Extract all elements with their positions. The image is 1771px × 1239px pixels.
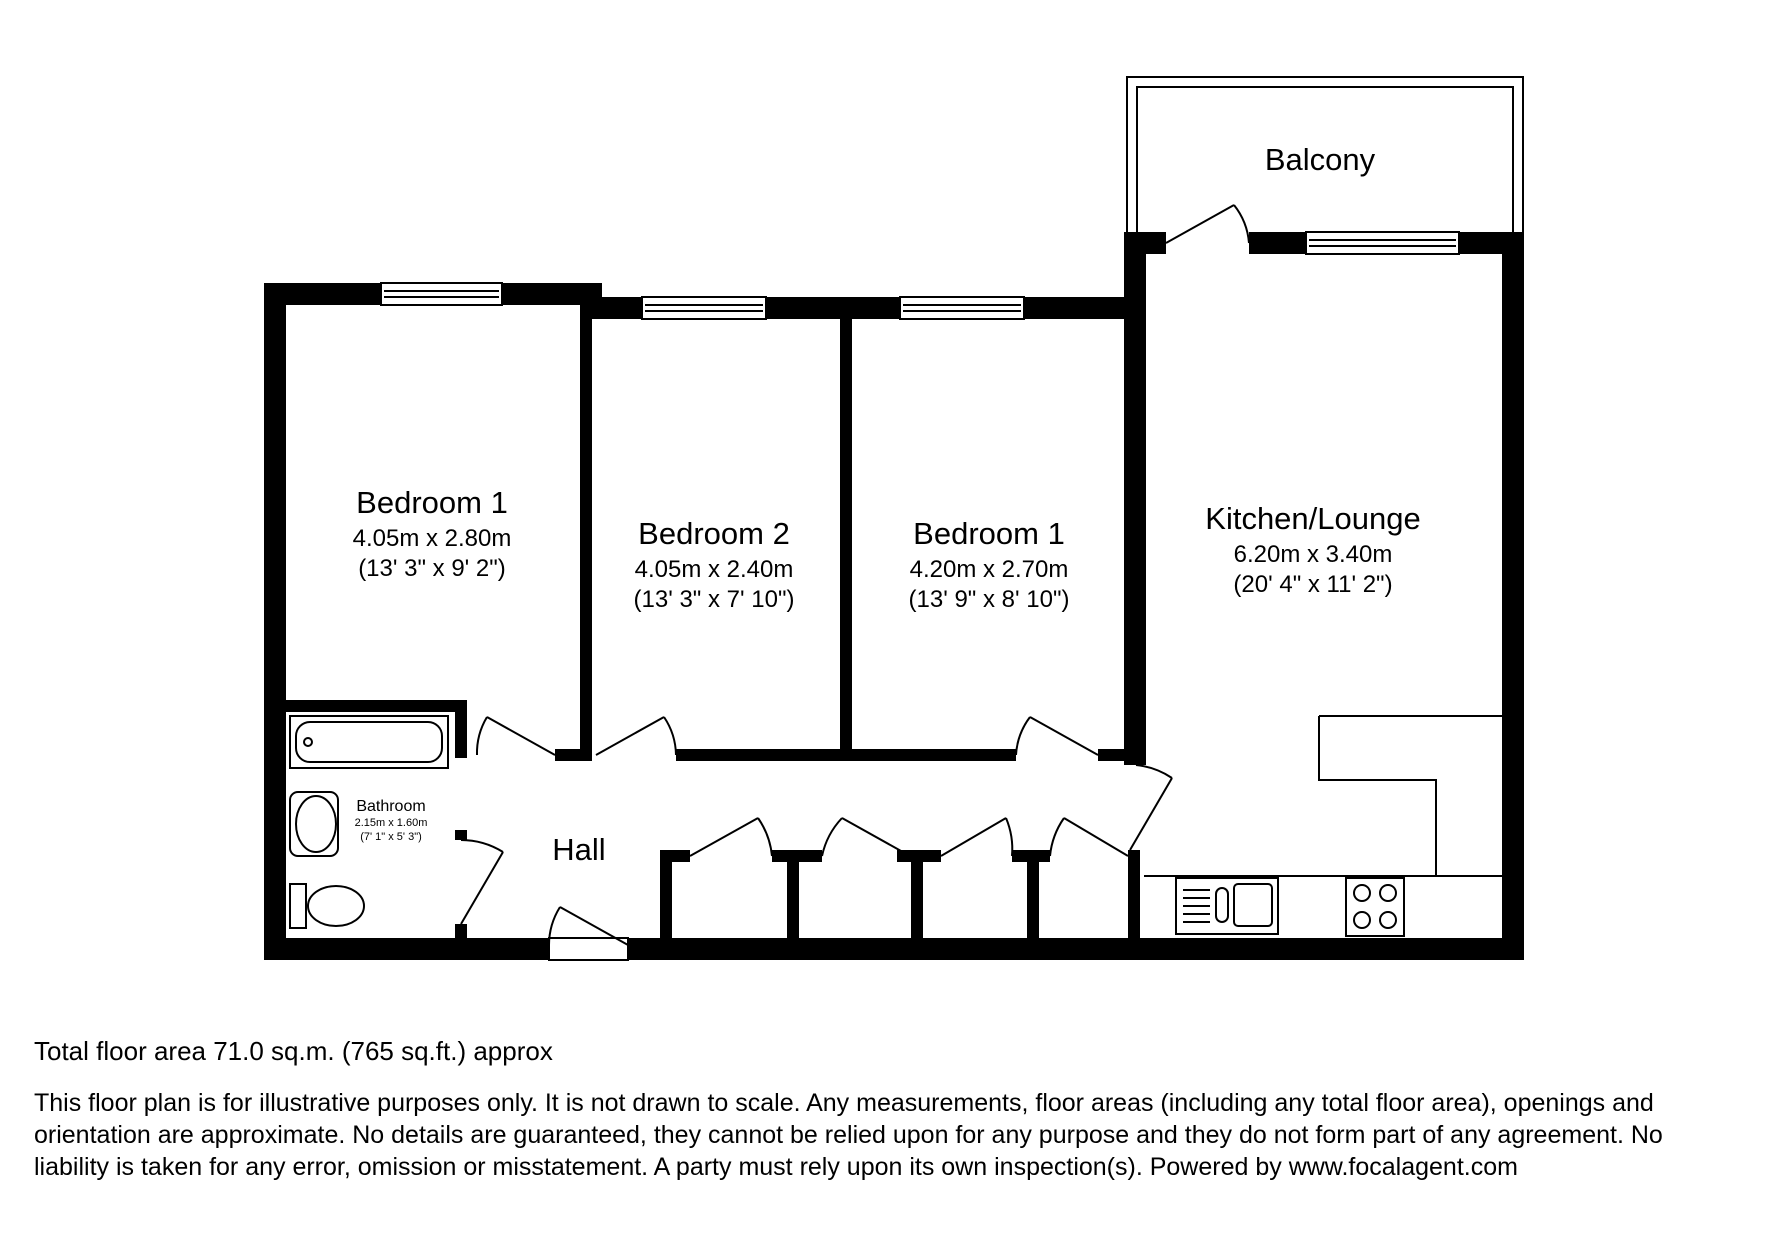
bedroom1-right-imperial: (13' 9" x 8' 10") bbox=[908, 586, 1070, 613]
bedroom1-right-name: Bedroom 1 bbox=[913, 516, 1065, 551]
kitchen-lounge-imperial: (20' 4" x 11' 2") bbox=[1233, 571, 1393, 598]
total-floor-area: Total floor area 71.0 sq.m. (765 sq.ft.) approx bbox=[34, 1036, 553, 1066]
bathroom-imperial: (7' 1" x 5' 3") bbox=[360, 831, 422, 843]
bedroom1-left-name: Bedroom 1 bbox=[356, 485, 508, 520]
disclaimer-text: This floor plan is for illustrative purposes only. It is not drawn to scale. Any measurements, floor areas (including any total floor area), openings and orientation are approximate. No details are guaranteed, they cannot be relied upon for any purpose and they do not form part of any agreement. No liability is taken for any error, omission or misstatement. A party must rely upon its own inspection(s). Powered by www.focalagent.com bbox=[34, 1089, 1663, 1181]
bedroom1-right-metric: 4.20m x 2.70m bbox=[909, 556, 1069, 583]
bedroom2-name: Bedroom 2 bbox=[638, 516, 790, 551]
hall-label: Hall bbox=[552, 832, 606, 867]
bathroom-metric: 2.15m x 1.60m bbox=[354, 817, 428, 829]
bathroom-name: Bathroom bbox=[356, 798, 426, 815]
balcony-label: Balcony bbox=[1264, 142, 1376, 177]
bedroom2-metric: 4.05m x 2.40m bbox=[634, 556, 794, 583]
bedroom2-imperial: (13' 3" x 7' 10") bbox=[633, 586, 795, 613]
bedroom1-left-imperial: (13' 3" x 9' 2") bbox=[358, 555, 506, 582]
kitchen-lounge-metric: 6.20m x 3.40m bbox=[1233, 541, 1393, 568]
bedroom1-left-metric: 4.05m x 2.80m bbox=[352, 525, 512, 552]
kitchen-lounge-name: Kitchen/Lounge bbox=[1205, 501, 1421, 536]
